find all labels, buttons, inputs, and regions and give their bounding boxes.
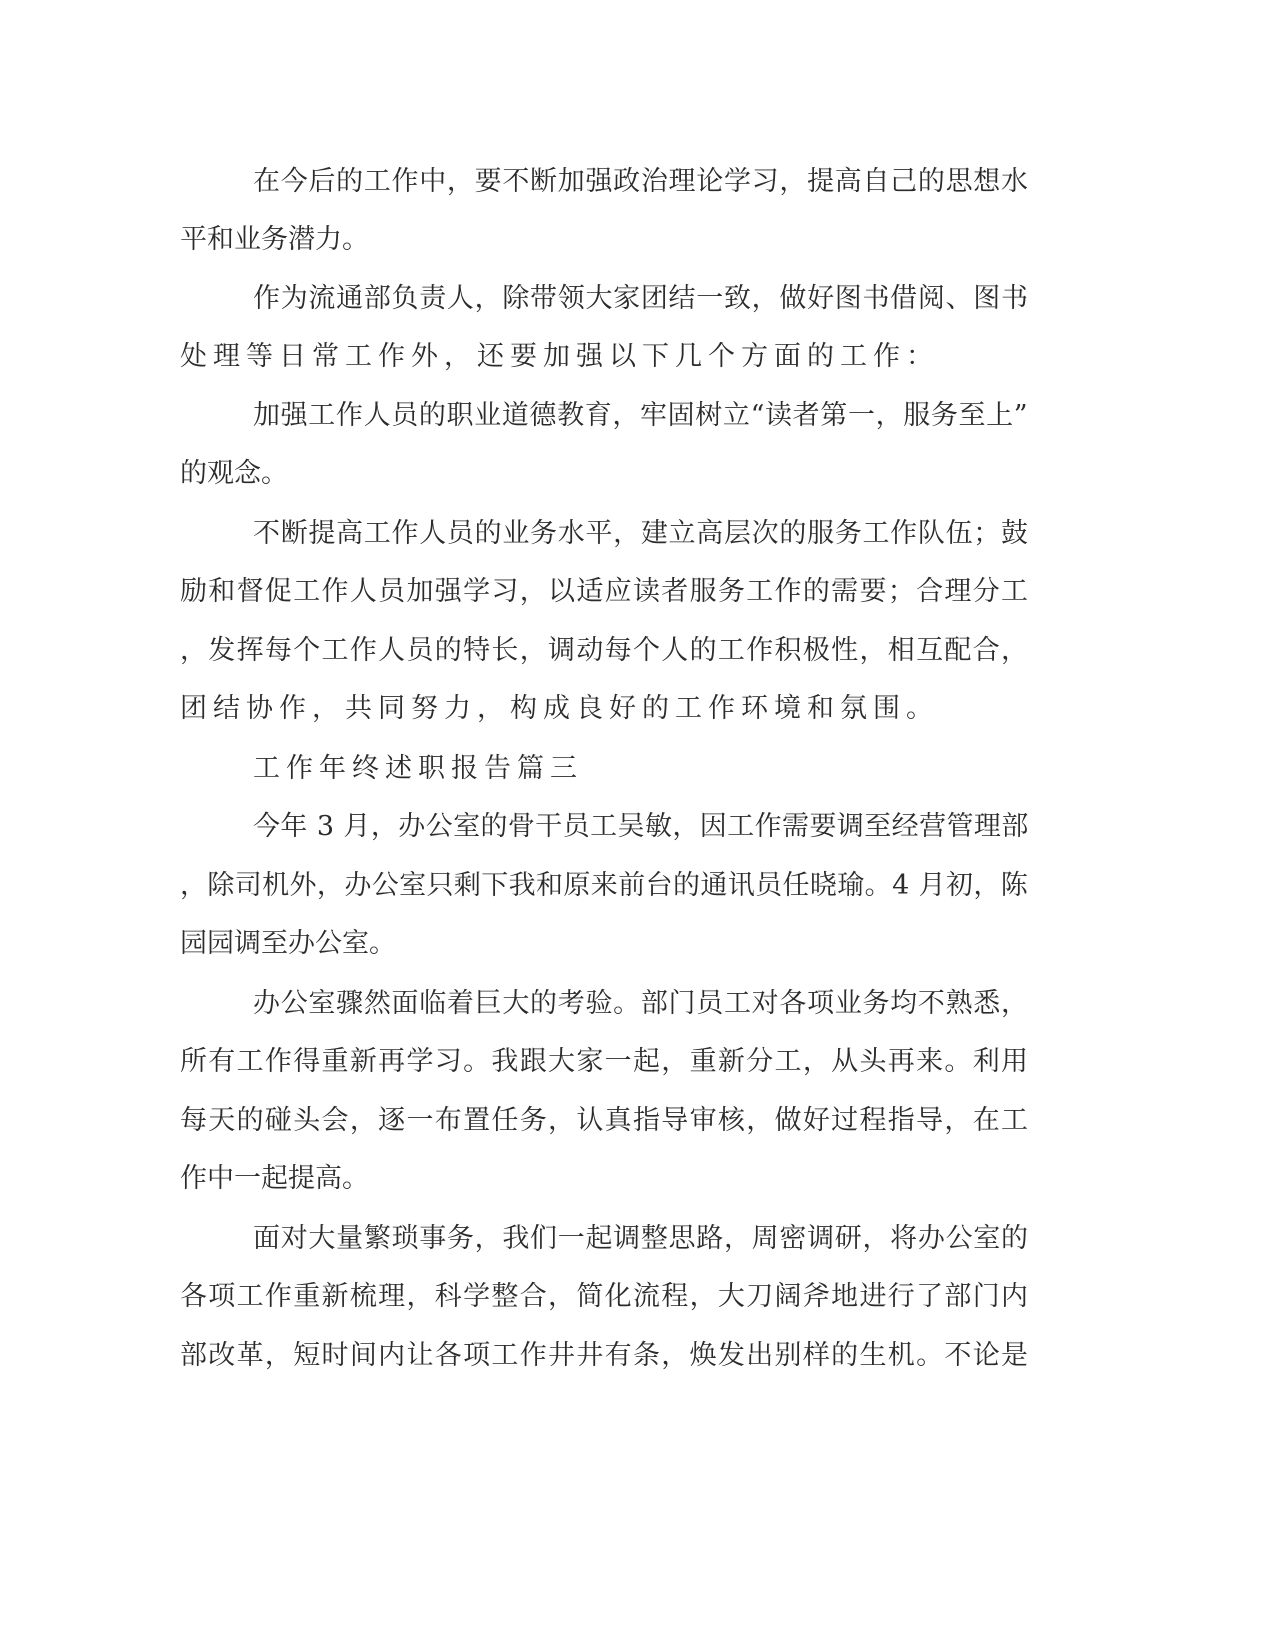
text-line: 面对大量繁琐事务，我们一起调整思路，周密调研，将办公室的 [253,1223,1029,1254]
text-line: 所有工作得重新再学习。我跟大家一起，重新分工，从头再来。利用 [180,1046,1030,1077]
text-line: 平和业务潜力。 [180,224,369,255]
text-line: 各项工作重新梳理，科学整合，简化流程，大刀阔斧地进行了部门内 [180,1281,1030,1312]
section-heading: 工作年终述职报告篇三 [253,753,583,784]
text-line: 办公室骤然面临着巨大的考验。部门员工对各项业务均不熟悉， [253,988,1029,1019]
text-line: 团结协作，共同努力，构成良好的工作环境和氛围。 [180,693,939,724]
text-line: 在今后的工作中，要不断加强政治理论学习，提高自己的思想水 [253,166,1029,197]
text-line: 加强工作人员的职业道德教育，牢固树立“读者第一，服务至上” [253,400,1029,431]
text-line: 今年 3 月，办公室的骨干员工吴敏，因工作需要调至经营管理部 [253,811,1029,842]
text-line: 部改革，短时间内让各项工作井井有条，焕发出别样的生机。不论是 [180,1340,1030,1371]
text-line: 作中一起提高。 [180,1163,369,1194]
text-line: 不断提高工作人员的业务水平，建立高层次的服务工作队伍；鼓 [253,518,1029,549]
text-line: 励和督促工作人员加强学习，以适应读者服务工作的需要；合理分工 [180,576,1030,607]
text-line: ，除司机外，办公室只剩下我和原来前台的通讯员任晓瑜。4 月初，陈 [180,870,1029,901]
text-line: 每天的碰头会，逐一布置任务，认真指导审核，做好过程指导，在工 [180,1105,1030,1136]
text-line: 的观念。 [180,458,288,489]
text-line: 作为流通部负责人，除带领大家团结一致，做好图书借阅、图书 [253,283,1029,314]
text-line: ，发挥每个工作人员的特长，调动每个人的工作积极性，相互配合， [180,635,1030,666]
text-line: 处理等日常工作外，还要加强以下几个方面的工作： [180,341,939,372]
text-line: 园园调至办公室。 [180,928,396,959]
